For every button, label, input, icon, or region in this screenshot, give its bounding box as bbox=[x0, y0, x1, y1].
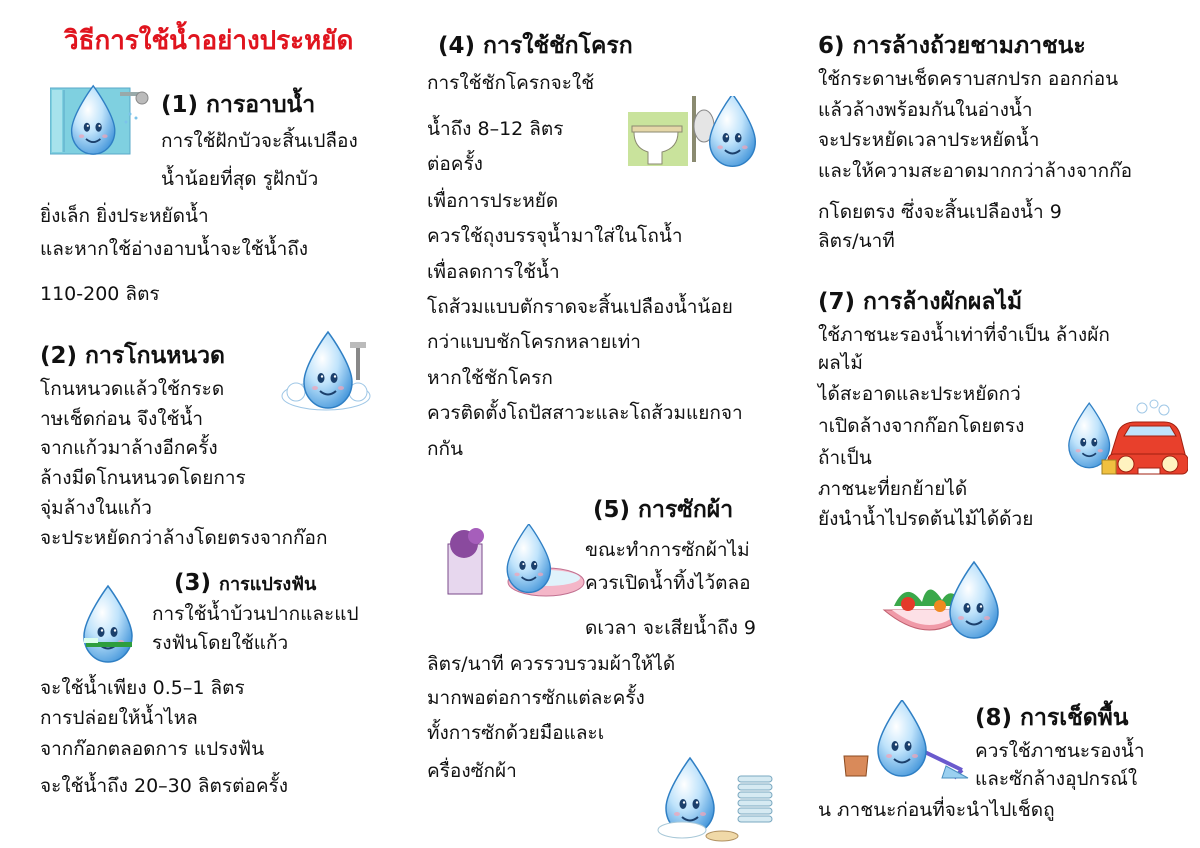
section-2-line: ล้างมีดโกนหนวดโดยการ bbox=[40, 467, 246, 489]
section-3-heading-number: (3) bbox=[174, 570, 212, 596]
section-2-line: าษเช็ดก่อน จึงใช้น้ำ bbox=[40, 408, 204, 430]
section-6-line: จะประหยัดเวลาประหยัดน้ำ bbox=[818, 129, 1040, 151]
section-4-line: ควรใช้ถุงบรรจุน้ำมาใส่ในโถน้ำ bbox=[427, 225, 683, 247]
section-4-line: กกัน bbox=[427, 438, 463, 460]
dishes-drop-icon bbox=[652, 756, 782, 842]
section-7-line: ใช้ภาชนะรองน้ำเท่าที่จำเป็น ล้างผัก bbox=[818, 324, 1110, 346]
section-5-line: ลิตร/นาที ควรรวบรวมผ้าให้ได้ bbox=[427, 653, 676, 675]
section-5-line: มากพอต่อการซักแต่ละครั้ง bbox=[427, 687, 645, 709]
section-7-line: ยังนำน้ำไปรดต้นไม้ได้ด้วย bbox=[818, 508, 1034, 530]
section-4-line: การใช้ชักโครกจะใช้ bbox=[427, 72, 595, 94]
section-4-line: หากใช้ชักโครก bbox=[427, 367, 553, 389]
section-3-line: จะใช้น้ำเพียง 0.5–1 ลิตร bbox=[40, 677, 245, 699]
section-3-heading bbox=[174, 570, 316, 598]
section-2-line: โกนหนวดแล้วใช้กระด bbox=[40, 378, 225, 400]
section-3-line: การใช้น้ำบ้วนปากและแป bbox=[152, 603, 359, 625]
mopping-drop-icon bbox=[842, 700, 972, 780]
section-3-line: จากก๊อกตลอดการ แปรงฟัน bbox=[40, 738, 265, 760]
section-5-heading: (5) การซักผ้า bbox=[593, 497, 734, 523]
section-6-line: และให้ความสะอาดมากกว่าล้างจากก๊อ bbox=[818, 160, 1133, 182]
section-7-line: าเปิดล้างจากก๊อกโดยตรง bbox=[818, 415, 1025, 437]
section-4-line: น้ำถึง 8–12 ลิตร bbox=[427, 118, 564, 140]
section-7-line: ภาชนะที่ยกย้ายได้ bbox=[818, 478, 968, 500]
section-3-heading-word: การแปรงฟัน bbox=[219, 574, 317, 595]
section-2-heading: (2) การโกนหนวด bbox=[40, 343, 225, 369]
page-title: วิธีการใช้น้ำอย่างประหยัด bbox=[64, 26, 354, 56]
section-1-line: น้ำน้อยที่สุด รูฝักบัว bbox=[161, 168, 319, 190]
shower-drop-icon bbox=[50, 84, 154, 156]
section-8-line: และซักล้างอุปกรณ์ใ bbox=[975, 768, 1138, 790]
section-4-line: ควรติดตั้งโถปัสสาวะและโถส้วมแยกจา bbox=[427, 402, 743, 424]
section-8-heading: (8) การเช็ดพื้น bbox=[975, 705, 1129, 731]
section-4-line: กว่าแบบชักโครกหลายเท่า bbox=[427, 331, 641, 353]
section-6-line: ลิตร/นาที bbox=[818, 230, 895, 252]
section-1-line: และหากใช้อ่างอาบน้ำจะใช้น้ำถึง bbox=[40, 238, 309, 260]
section-5-line: ดเวลา จะเสียน้ำถึง 9 bbox=[585, 617, 756, 639]
toothbrush-drop-icon bbox=[78, 584, 138, 664]
section-8-line: น ภาชนะก่อนที่จะนำไปเช็ดถู bbox=[818, 799, 1055, 821]
section-4-line: เพื่อลดการใช้น้ำ bbox=[427, 261, 560, 283]
car-wash-drop-icon bbox=[1062, 398, 1188, 482]
section-4-line: ต่อครั้ง bbox=[427, 153, 483, 175]
shaving-drop-icon bbox=[278, 330, 380, 414]
section-5-line: ทั้งการซักด้วยมือและเ bbox=[427, 722, 605, 744]
section-6-heading: 6) การล้างถ้วยชามภาชนะ bbox=[818, 33, 1086, 59]
section-7-heading: (7) การล้างผักผลไม้ bbox=[818, 289, 1023, 315]
section-4-heading: (4) การใช้ชักโครก bbox=[438, 33, 633, 59]
section-1-line: 110-200 ลิตร bbox=[40, 283, 160, 305]
section-2-line: จะประหยัดกว่าล้างโดยตรงจากก๊อก bbox=[40, 527, 328, 549]
toilet-drop-icon bbox=[628, 96, 768, 168]
section-1-heading: (1) การอาบน้ำ bbox=[161, 92, 316, 118]
section-3-line: รงฟันโดยใช้แก้ว bbox=[152, 632, 289, 654]
section-5-line: ควรเปิดน้ำทิ้งไว้ตลอ bbox=[585, 572, 751, 594]
section-6-line: ใช้กระดาษเช็ดคราบสกปรก ออกก่อน bbox=[818, 68, 1119, 90]
section-1-line: การใช้ฝักบัวจะสิ้นเปลือง bbox=[161, 130, 358, 152]
section-7-line: ผลไม้ bbox=[818, 352, 863, 374]
section-4-line: โถส้วมแบบตักราดจะสิ้นเปลืองน้ำน้อย bbox=[427, 296, 733, 318]
section-2-line: จุ่มล้างในแก้ว bbox=[40, 497, 152, 519]
section-4-line: เพื่อการประหยัด bbox=[427, 190, 559, 212]
vegetables-drop-icon bbox=[882, 560, 1000, 646]
laundry-drop-icon bbox=[446, 524, 586, 600]
section-2-line: จากแก้วมาล้างอีกครั้ง bbox=[40, 437, 218, 459]
section-6-line: แล้วล้างพร้อมกันในอ่างน้ำ bbox=[818, 99, 1033, 121]
section-6-line: กโดยตรง ซึ่งจะสิ้นเปลืองน้ำ 9 bbox=[818, 201, 1062, 223]
section-3-line: การปล่อยให้น้ำไหล bbox=[40, 707, 198, 729]
section-7-line: ถ้าเป็น bbox=[818, 447, 872, 469]
section-3-line: จะใช้น้ำถึง 20–30 ลิตรต่อครั้ง bbox=[40, 775, 289, 797]
section-5-line: ขณะทำการซักผ้าไม่ bbox=[585, 539, 750, 561]
section-8-line: ควรใช้ภาชนะรองน้ำ bbox=[975, 740, 1145, 762]
section-5-line: ครื่องซักผ้า bbox=[427, 760, 517, 782]
section-1-line: ยิ่งเล็ก ยิ่งประหยัดน้ำ bbox=[40, 205, 209, 227]
section-7-line: ได้สะอาดและประหยัดกว่ bbox=[818, 383, 1021, 405]
